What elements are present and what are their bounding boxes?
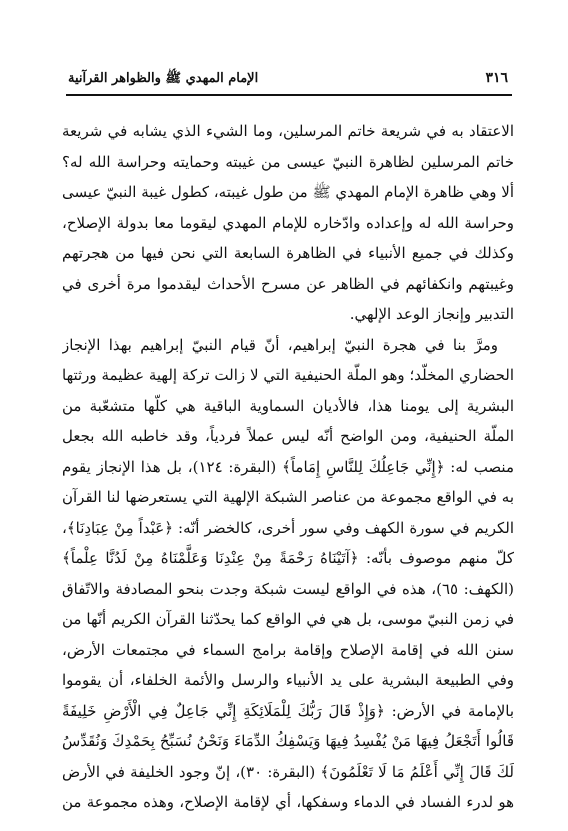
body-text (62, 116, 514, 816)
paragraph: ومرَّ بنا في هجرة النبيّ إبراهيم، أنّ قيام النبيّ إبراهيم بهذا الإنجاز الحضاري المخلّد؛ وهو الملّة الحنيفية التي لا زالت تركة إلهية عظيمة ورثتها البشرية إلى يومنا هذا، فالأديان السماوية الباقية هي كلّها متشعّبة من الملّة الحنيفية، ومن الواضح أنّه ليس عملاً فردياً، وقد خاطبه الله بجعل منصب له: ﴿إِنِّي جَاعِلُكَ لِلنَّاسِ إِمَاماً﴾ (البقرة: ١٢٤)، بل هذا الإنجاز يقوم به في الواقع مجموعة من عناصر الشبكة الإلهية التي يستعرضها لنا القرآن الكريم في سورة الكهف وفي سور أخرى، كالخضر أنّه: ﴿عَبْداً مِنْ عِبَادِنَا﴾، كلّ منهم موصوف بأنّه: ﴿آتَيْنَاهُ رَحْمَةً مِنْ عِنْدِنَا وَعَلَّمْنَاهُ مِنْ لَدُنَّا عِلْماً﴾ (الكهف: ٦٥)، هذه في الواقع ليست شبكة وجدت بنحو المصادفة والاتّفاق في زمن النبيّ موسى، بل هي في الواقع كما يحدّثنا القرآن الكريم أنّها من سنن الله في إقامة الإصلاح وإقامة برامج السماء في مجتمعات الأرض، وفي الطبيعة البشرية على يد الأنبياء والرسل والأئمة الخلفاء، أن يقوموا بالإمامة في الأرض: ﴿وَإِذْ قَالَ رَبُّكَ لِلْمَلَائِكَةِ إِنِّي جَاعِلٌ فِي الْأَرْضِ خَلِيفَةً قَالُوا أَتَجْعَلُ فِيهَا مَنْ يُفْسِدُ فِيهَا وَيَسْفِكُ الدِّمَاءَ وَنَحْنُ نُسَبِّحُ بِحَمْدِكَ وَنُقَدِّسُ لَكَ قَالَ إِنِّي أَعْلَمُ مَا لَا تَعْلَمُونَ﴾ (البقرة: ٣٠)، إنّ وجود الخليفة في الأرض هو لدرء الفساد في الدماء وسفكها، أي لإقامة الإصلاح، وهذه مجموعة من (62, 335, 514, 811)
running-title: الإمام المهدي ﷺ والظواهر القرآنية (68, 71, 259, 86)
page-header (68, 70, 508, 92)
page-number: ٣١٦ (485, 70, 508, 86)
paragraph: الاعتقاد به في شريعة خاتم المرسلين، وما الشيء الذي يشابه في شريعة خاتم المرسلين لظاهرة النبيّ عيسى من غيبته وحمايته وحراسة الله له؟ ألا وهي ظاهرة الإمام المهدي ﷺ من طول غيبته، كطول غيبة النبيّ عيسى وحراسة الله له وإعداده وادّخاره للإمام المهدي ليقوما معا بدولة الإصلاح، وكذلك في جميع الأنبياء في الظاهرة السابعة التي نحن فيها من هجرتهم وغيبتهم وانكفائهم في الظاهر عن مسرح الأحداث ليقدموا مرة أخرى في التدبير وإنجاز الوعد الإلهي. (62, 122, 514, 323)
header-rule (66, 94, 512, 96)
